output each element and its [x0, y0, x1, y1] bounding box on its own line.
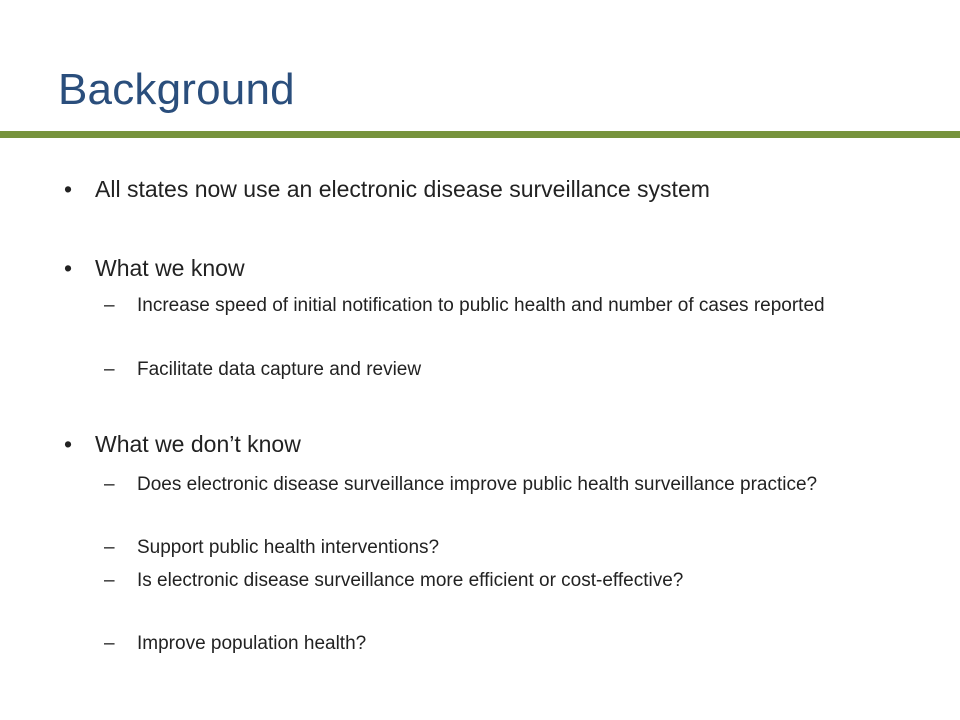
bullet-text: All states now use an electronic disease surveillance system [95, 176, 710, 202]
sub-bullet-marker: – [104, 537, 115, 558]
bullet-marker: • [63, 255, 73, 281]
sub-bullet-text: Improve population health? [137, 633, 367, 654]
sub-bullet-marker: – [104, 570, 115, 591]
bullet-text: What we know [95, 255, 245, 281]
sub-bullet-text: Does electronic disease surveillance improve public health surveillance practice? [137, 474, 818, 495]
bullet-marker: • [63, 431, 73, 457]
slide-title: Background [58, 65, 295, 114]
sub-bullet-marker: – [104, 633, 115, 654]
sub-bullet-text: Increase speed of initial notification to public health and number of cases reported [137, 295, 825, 316]
sub-bullet-text: Facilitate data capture and review [137, 359, 422, 380]
sub-bullet-marker: – [104, 474, 115, 495]
sub-bullet-text: Is electronic disease surveillance more efficient or cost-effective? [137, 570, 684, 591]
bullet-marker: • [63, 176, 73, 202]
sub-bullet-marker: – [104, 295, 115, 316]
bullet-text: What we don’t know [95, 431, 301, 457]
sub-bullet-marker: – [104, 359, 115, 380]
sub-bullet-text: Support public health interventions? [137, 537, 440, 558]
